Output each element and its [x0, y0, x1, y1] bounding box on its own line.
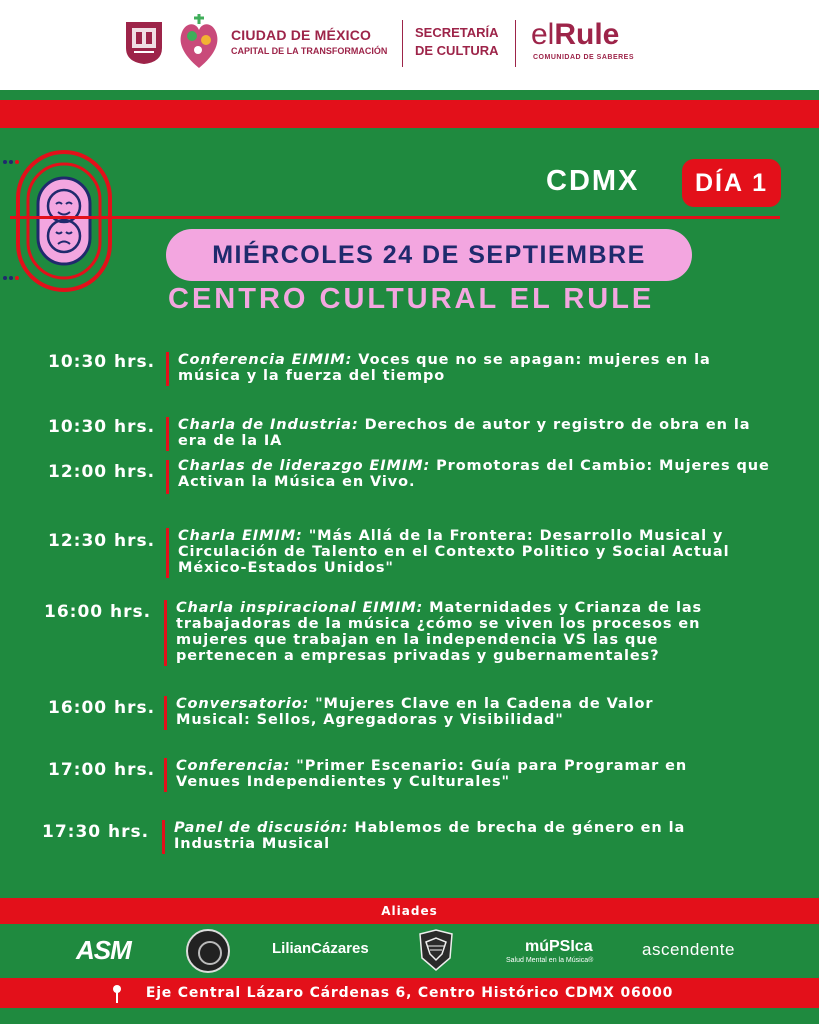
event-marker — [166, 460, 169, 494]
event-category: Conferencia EIMIM: — [178, 352, 353, 368]
event-description — [174, 820, 734, 852]
event-time: 12:00 hrs. — [48, 462, 156, 482]
el-rule-logo — [531, 20, 619, 50]
event-title: Maternidades y Crianza de las trabajadoras de la música ¿cómo se viven los procesos en mujeres que trabajan en la independencia VS las que pertenecen a empresas privadas y gubernamentales? — [176, 600, 703, 664]
cdmx-subtitle: CAPITAL DE LA TRANSFORMACIÓN — [231, 46, 388, 56]
cdmx-heart-logo-icon — [176, 10, 222, 72]
event-title: "Primer Escenario: Guía para Programar en Venues Independientes y Culturales" — [176, 758, 688, 790]
event-title: Voces que no se apagan: mujeres en la música y la fuerza del tiempo — [178, 352, 711, 384]
event-category: Panel de discusión: — [174, 820, 349, 836]
eagle-crest-icon — [416, 928, 456, 972]
mupsica-logo: múPSIca — [525, 938, 593, 955]
event-description — [178, 352, 768, 384]
event-time: 17:30 hrs. — [42, 822, 150, 842]
cdmx-title: CIUDAD DE MÉXICO — [231, 27, 372, 43]
city-label: CDMX — [546, 165, 640, 197]
circular-seal-logo — [186, 929, 230, 973]
event-title: "Mujeres Clave en la Cadena de Valor Musical: Sellos, Agregadoras y Visibilidad" — [176, 696, 654, 728]
event-description — [176, 758, 736, 790]
secretaria-line1: SECRETARÍA — [415, 25, 499, 40]
event-category: Conversatorio: — [176, 696, 310, 712]
header-divider — [515, 20, 516, 67]
venue-address: Eje Central Lázaro Cárdenas 6, Centro Histórico CDMX 06000 — [145, 985, 674, 1001]
el-rule-tagline: COMUNIDAD DE SABERES — [533, 54, 635, 61]
event-time: 16:00 hrs. — [44, 602, 152, 622]
event-date: MIÉRCOLES 24 DE SEPTIEMBRE — [166, 229, 692, 281]
aliades-label: Aliades — [381, 904, 438, 918]
event-category: Conferencia: — [176, 758, 291, 774]
header-divider — [402, 20, 403, 67]
header — [0, 0, 819, 90]
event-marker — [164, 758, 167, 792]
mupsica-tagline: Salud Mental en la Música® — [506, 957, 594, 964]
event-time: 17:00 hrs. — [48, 760, 156, 780]
decorative-line — [10, 216, 780, 219]
top-red-band — [0, 100, 819, 128]
secretaria-line2: DE CULTURA — [415, 43, 499, 58]
event-description — [176, 696, 696, 728]
event-title: Promotoras del Cambio: Mujeres que Activan la Música en Vivo. — [178, 458, 770, 490]
event-marker — [162, 820, 165, 854]
event-description — [178, 417, 778, 449]
event-marker — [166, 352, 169, 386]
event-category: Charlas de liderazgo EIMIM: — [178, 458, 431, 474]
cdmx-shield-icon — [124, 20, 164, 66]
event-marker — [166, 528, 169, 578]
asm-logo: ASM — [76, 935, 131, 965]
event-description — [178, 528, 768, 576]
event-description — [178, 458, 778, 490]
event-marker — [164, 696, 167, 730]
event-time: 12:30 hrs. — [48, 531, 156, 551]
venue-title: CENTRO CULTURAL EL RULE — [168, 283, 655, 315]
event-category: Charla EIMIM: — [178, 528, 303, 544]
event-marker — [166, 417, 169, 451]
event-marker — [164, 600, 167, 666]
masks-emblem-icon — [0, 148, 120, 296]
event-title: Derechos de autor y registro de obra en la era de la IA — [178, 417, 751, 449]
el-rule-el: el — [531, 18, 555, 51]
event-title: Hablemos de brecha de género en la Industria Musical — [174, 820, 686, 852]
el-rule-rule: Rule — [554, 18, 620, 51]
lilian-cazares-logo: LilianCázares — [272, 940, 369, 957]
event-time: 10:30 hrs. — [48, 417, 156, 437]
event-time: 16:00 hrs. — [48, 698, 156, 718]
event-category: Charla inspiracional EIMIM: — [176, 600, 424, 616]
day-badge: DÍA 1 — [682, 159, 781, 207]
event-title: "Más Allá de la Frontera: Desarrollo Musical y Circulación de Talento en el Contexto Politico y Social Actual México-Estados Unidos" — [178, 528, 730, 576]
event-time: 10:30 hrs. — [48, 352, 156, 372]
event-category: Charla de Industria: — [178, 417, 359, 433]
ascendente-logo: ascendente — [642, 940, 735, 959]
event-description — [176, 600, 736, 664]
